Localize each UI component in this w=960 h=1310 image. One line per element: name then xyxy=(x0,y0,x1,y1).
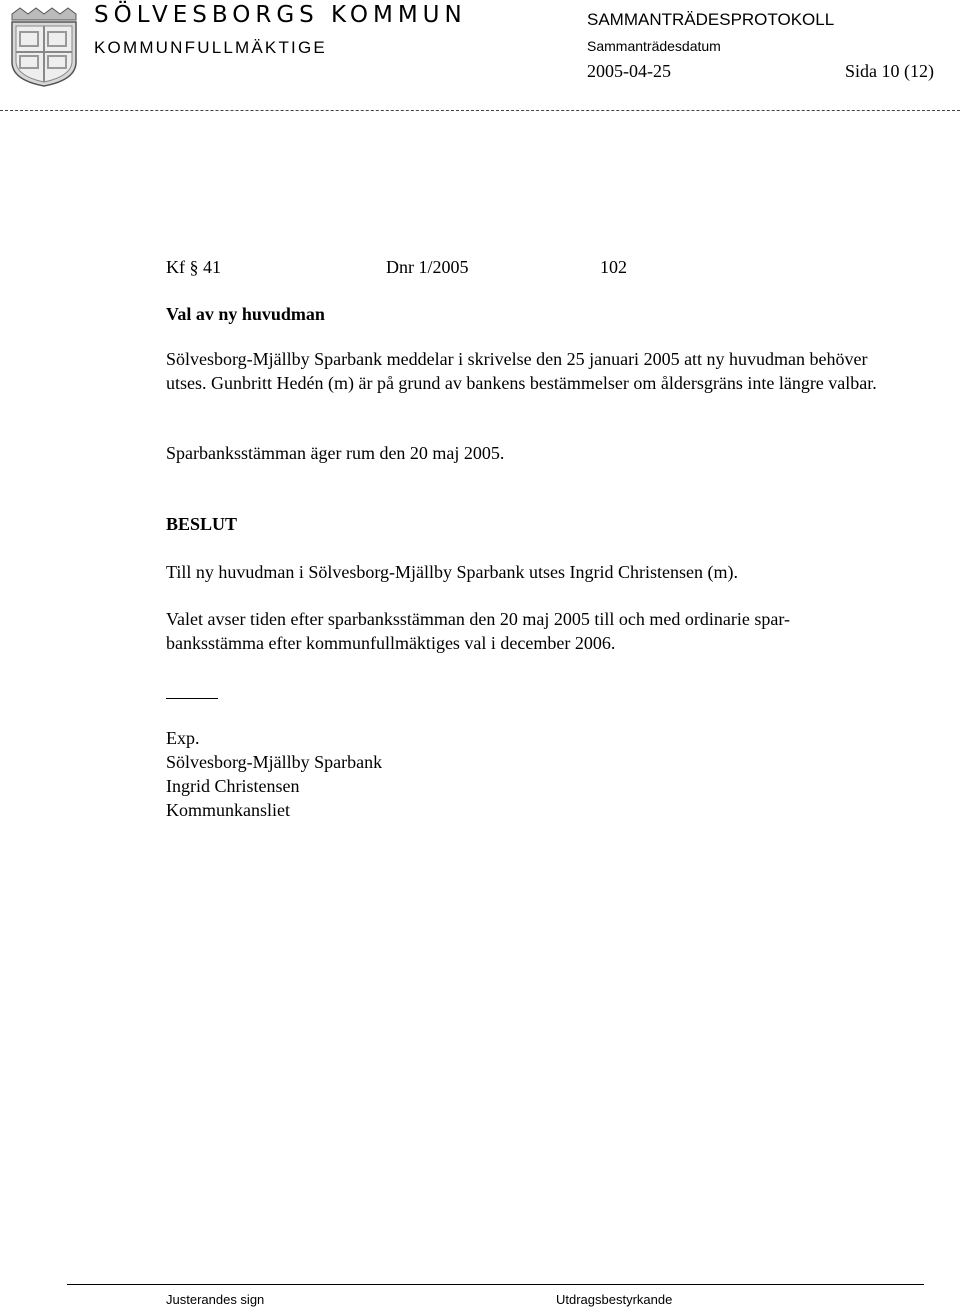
certification-label: Utdragsbestyrkande xyxy=(556,1292,673,1307)
meeting-info-paragraph: Sparbanksstämman äger rum den 20 maj 2005. xyxy=(166,443,505,463)
background-paragraph: Sölvesborg-Mjällby Sparbank meddelar i skrivelse den 25 januari 2005 att ny huvudman behöver utses. Gunbritt Hedén (m) är på grund av bankens bestämmelser om åldersgräns inte längre valbar. xyxy=(166,349,877,393)
municipality-crest-logo xyxy=(6,4,82,88)
decision-heading: BESLUT xyxy=(166,514,238,534)
meeting-date-label: Sammanträdesdatum xyxy=(587,38,721,54)
recipient: Kommunkansliet xyxy=(166,800,290,820)
archive-code: 102 xyxy=(600,257,627,277)
diary-number: Dnr 1/2005 xyxy=(386,257,469,277)
meeting-date: 2005-04-25 xyxy=(587,61,671,81)
municipality-name: SÖLVESBORGS KOMMUN xyxy=(94,2,467,28)
paragraph-number: Kf § 41 xyxy=(166,257,221,277)
item-title: Val av ny huvudman xyxy=(166,304,325,324)
document-type: SAMMANTRÄDESPROTOKOLL xyxy=(587,10,835,29)
signature-label: Justerandes sign xyxy=(166,1292,265,1307)
council-name: KOMMUNFULLMÄKTIGE xyxy=(94,38,327,57)
decision-paragraph: Till ny huvudman i Sölvesborg-Mjällby Sparbank utses Ingrid Christensen (m). xyxy=(166,562,738,582)
distribution-divider xyxy=(166,698,218,699)
distribution-label: Exp. xyxy=(166,728,200,748)
page-number: Sida 10 (12) xyxy=(845,61,934,81)
header-divider xyxy=(0,110,960,112)
recipient: Sölvesborg-Mjällby Sparbank xyxy=(166,752,383,772)
term-paragraph-line2: banksstämma efter kommunfullmäktiges val i december 2006. xyxy=(166,633,616,653)
footer-divider xyxy=(67,1284,924,1285)
term-paragraph-line1: Valet avser tiden efter sparbanksstämman den 20 maj 2005 till och med ordinarie spar- xyxy=(166,609,790,629)
recipient: Ingrid Christensen xyxy=(166,776,300,796)
